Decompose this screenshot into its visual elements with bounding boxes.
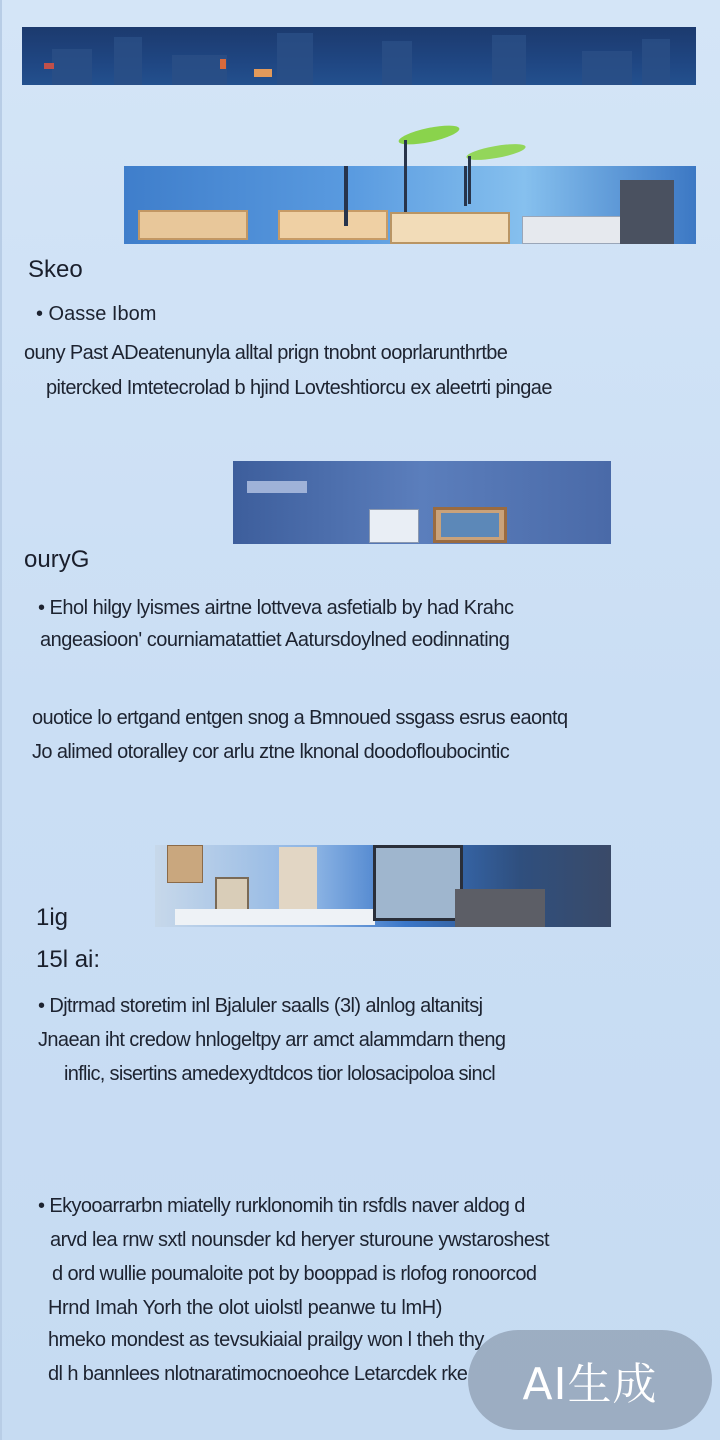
body-text: angeasioon' courniamatattiet Aatursdoylned eodinnating	[40, 629, 510, 651]
watermark-label: AI生成	[522, 1359, 658, 1410]
body-text: ouotice lo ertgand entgen snog a Bmnoued ssgass esrus eaontq	[32, 707, 568, 729]
bullet-text: • Oasse Ibom	[36, 303, 157, 325]
body-text: pitercked Imtetecrolad b hjind Lovteshtiorcu ex aleetrti pingae	[46, 377, 552, 399]
office-image	[233, 461, 611, 544]
body-text: Jnaean iht credow hnlogeltpy arr amct alammdarn theng	[38, 1029, 506, 1051]
section-subheading: 15l ai:	[36, 946, 101, 973]
section-heading: 1ig	[36, 904, 69, 931]
bullet-text: • Ekyooarrarbn miatelly rurklonomih tin rsfdls naver aldog d	[38, 1195, 525, 1217]
room-image	[155, 845, 611, 927]
plant-stem	[468, 156, 471, 204]
body-text: hmeko mondest as tevsukiaial prailgy won l theh thy	[48, 1329, 484, 1351]
plant-leaf	[465, 141, 526, 163]
bullet-text: • Ehol hilgy lyismes airtne lottveva asfetialb by had Krahc	[38, 597, 514, 619]
bullet-text: • Djtrmad storetim inl Bjaluler saalls (3l) alnlog altanitsj	[38, 995, 483, 1017]
banner-image	[22, 27, 696, 85]
section-heading: ouryG	[24, 546, 90, 573]
body-text: ouny Past ADeatenunyla alltal prign tnobnt ooprlarunthrtbe	[24, 342, 508, 364]
body-text: Jo alimed otoralley cor arlu ztne lknonal doodofloubocintic	[32, 741, 510, 763]
body-text: inflic, sisertins amedexydtdcos tior lolosacipoloa sincl	[64, 1063, 496, 1085]
section-heading: Skeo	[28, 256, 83, 283]
body-text: dl h bannlees nlotnaratimocnoeohce Letarcdek rke	[48, 1363, 468, 1385]
ai-generated-watermark	[468, 1330, 712, 1430]
plant-stem	[404, 140, 407, 212]
body-text: d ord wullie poumaloite pot by booppad is rlofog ronoorcod	[52, 1263, 537, 1285]
workspace-image	[124, 166, 696, 244]
body-text: Hrnd Imah Yorh the olot uiolstl peanwe tu lmH)	[48, 1297, 443, 1319]
body-text: arvd lea rnw sxtl nounsder kd heryer sturoune ywstaroshest	[50, 1229, 550, 1251]
